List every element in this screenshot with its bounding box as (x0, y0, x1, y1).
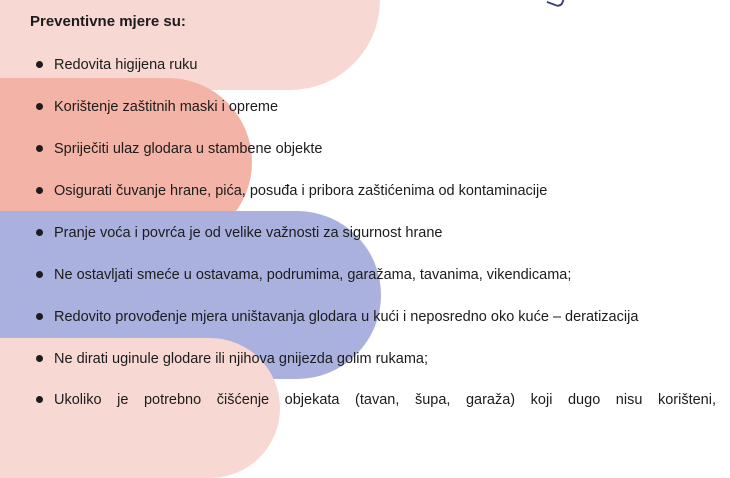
list-item (36, 56, 197, 74)
list-item (36, 308, 638, 326)
page-heading: Preventivne mjere su: (30, 13, 186, 30)
list-item (36, 266, 571, 284)
list-item (36, 350, 428, 368)
bullet-icon (36, 355, 43, 362)
bullet-icon (36, 271, 43, 278)
list-item-text: Ne ostavljati smeće u ostavama, podrumima, garažama, tavanima, vikendicama; (54, 267, 572, 284)
bullet-icon (36, 61, 43, 68)
bullet-icon (36, 229, 43, 236)
list-item-text: Spriječiti ulaz glodara u stambene objekte (54, 141, 323, 158)
list-item (36, 182, 547, 200)
bullet-icon (36, 187, 43, 194)
bullet-icon (36, 103, 43, 110)
list-item-text: Redovito provođenje mjera uništavanja glodara u kući i neposredno oko kuće – deratizacija (54, 309, 639, 326)
list-item (36, 224, 442, 242)
list-item-text: Ukoliko je potrebno čišćenje objekata (tavan, šupa, garaža) koji dugo nisu korišteni, (54, 392, 716, 409)
list-item-text: Korištenje zaštitnih maski i opreme (54, 99, 279, 116)
bullet-icon (36, 396, 43, 403)
bullet-icon (36, 313, 43, 320)
list-item (36, 140, 322, 158)
list-item (36, 98, 278, 116)
list-item-text: Ne dirati uginule glodare ili njihova gnijezda golim rukama; (54, 351, 428, 368)
list-item-text: Pranje voća i povrća je od velike važnosti za sigurnost hrane (54, 225, 443, 242)
list-item-text: Redovita higijena ruku (54, 57, 198, 74)
list-item-text: Osigurati čuvanje hrane, pića, posuđa i pribora zaštićenima od kontaminacije (54, 183, 548, 200)
bullet-icon (36, 145, 43, 152)
list-item (36, 391, 716, 409)
